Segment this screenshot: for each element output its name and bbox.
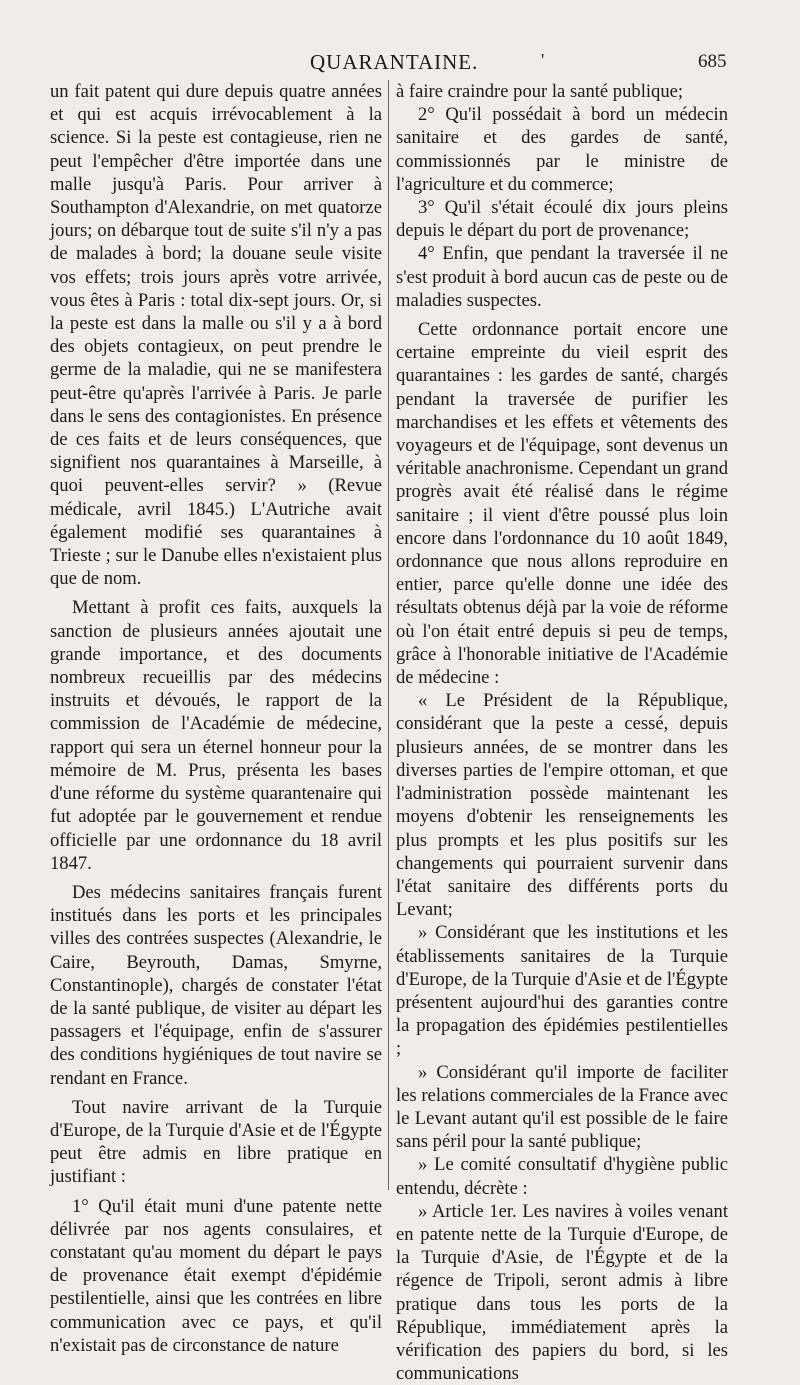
left-column <box>50 80 382 1357</box>
paragraph: » Le comité consultatif d'hygiène public entendu, décrète : <box>396 1154 728 1199</box>
paragraph: » Considérant que les institutions et les établissements sanitaires de la Turquie d'Europe, de la Turquie d'Asie et de l'Égypte présentent aujourd'hui des garanties contre la propagation des épidémies pestilentielles ; <box>396 922 728 1060</box>
paragraph: « Le Président de la République, considérant que la peste a cessé, depuis plusieurs années, de se montrer dans les diverses parties de l'empire ottoman, et que l'administration possède maintenant les moyens d'obtenir les renseignements les plus prompts et les plus positifs sur les changements qui pourraient survenir dans l'état sanitaire des différents ports du Levant; <box>396 690 728 921</box>
page-number: 685 <box>698 51 727 72</box>
paragraph: 1° Qu'il était muni d'une patente nette délivrée par nos agents consulaires, et constatant qu'au moment du départ le pays de provenance était exempt d'épidémie pestilentielle, ainsi que les contrées en libre communication avec ce pays, et qu'il n'existait pas de circonstance de nature <box>50 1195 382 1356</box>
paragraph: Des médecins sanitaires français furent institués dans les ports et les principales villes des contrées suspectes (Alexandrie, le Caire, Beyrouth, Damas, Smyrne, Constantinople), chargés de constater l'état de la santé publique, de visiter au départ les passagers et l'équipage, enfin de s'assurer des conditions hygiéniques de tout navire se rendant en France. <box>50 881 382 1089</box>
paragraph: 3° Qu'il s'était écoulé dix jours pleins depuis le départ du port de provenance; <box>396 197 728 242</box>
paragraph: » Article 1er. Les navires à voiles venant en patente nette de la Turquie d'Europe, de la Turquie d'Asie, de l'Égypte et de la régence de Tripoli, seront admis à libre pratique dans tous les ports de la République, immédiatement après la vérification des papiers du bord, si les communications <box>396 1200 728 1385</box>
paragraph: Tout navire arrivant de la Turquie d'Europe, de la Turquie d'Asie et de l'Égypte peut être admis en libre pratique en justifiant : <box>50 1096 382 1188</box>
running-title: QUARANTAINE. <box>310 50 479 74</box>
right-column <box>396 80 728 1385</box>
paragraph: un fait patent qui dure depuis quatre années et qui est acquis irrévocablement à la science. Si la peste est contagieuse, rien ne peut l'empêcher d'être importée dans une malle jusqu'à Paris. Pour arriver à Southampton d'Alexandrie, on met quatorze jours; on débarque tout de suite s'il n'y a pas de malades à bord; la douane seule visite vos effets; trois jours après votre arrivée, vous êtes à Paris : total dix-sept jours. Or, si la peste est dans la malle ou s'il y a à bord des objets contagieux, on peut prendre le germe de la maladie, qui ne se manifestera peut-être qu'après l'arrivée à Paris. Je parle dans le sens des contagionistes. En présence de ces faits et de leurs conséquences, que signifient nos quarantaines à Marseille, à quoi peuvent-elles servir? » (Revue médicale, avril 1845.) L'Autriche avait également modifié ses quarantaines à Trieste ; sur le Danube elles n'existaient plus que de nom. <box>50 81 382 590</box>
paragraph: » Considérant qu'il importe de faciliter les relations commerciales de la France avec le Levant autant qu'il est possible de le faire sans péril pour la santé publique; <box>396 1061 728 1153</box>
paragraph: 4° Enfin, que pendant la traversée il ne s'est produit à bord aucun cas de peste ou de maladies suspectes. <box>396 243 728 311</box>
running-mark: ' <box>541 50 545 70</box>
running-head <box>0 50 800 78</box>
paragraph: Cette ordonnance portait encore une certaine empreinte du vieil esprit des quarantaines : les gardes de santé, chargés pendant la traversée de purifier les marchandises et les effets et vêtements des voyageurs et de l'équipage, sont devenus un véritable anachronisme. Cependant un grand progrès avait été réalisé dans le régime sanitaire ; il vient d'être poussé plus loin encore dans l'ordonnance du 10 août 1849, ordonnance que nous allons reproduire en entier, parce qu'elle donne une idée des résultats obtenus déjà par la voie de réforme où l'on était entré depuis si peu de temps, grâce à l'honorable initiative de l'Académie de médecine : <box>396 319 728 689</box>
paragraph: à faire craindre pour la santé publique; <box>396 81 684 102</box>
column-divider <box>388 80 389 1190</box>
paragraph: Mettant à profit ces faits, auxquels la sanction de plusieurs années ajoutait une grande importance, et des documents nombreux recueillis par des médecins instruits et dévoués, le rapport de la commission de l'Académie de médecine, rapport qui sera un éternel honneur pour la mémoire de M. Prus, présenta les bases d'une réforme du système quarantenaire qui fut adoptée par le gouvernement et rendue officielle par une ordonnance du 18 avril 1847. <box>50 597 382 874</box>
paragraph: 2° Qu'il possédait à bord un médecin sanitaire et des gardes de santé, commissionnés par le ministre de l'agriculture et du commerce; <box>396 104 728 195</box>
